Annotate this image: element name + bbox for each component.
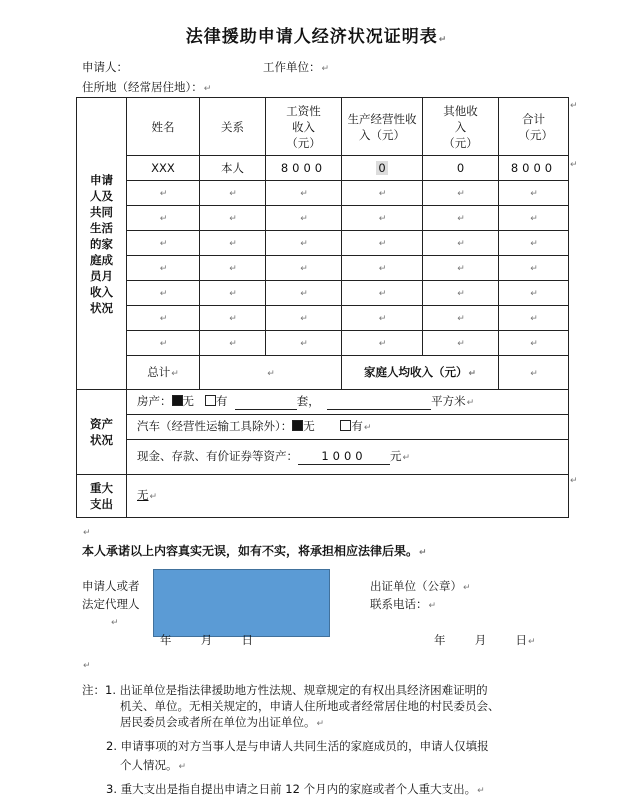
- cell[interactable]: ↵: [200, 281, 266, 306]
- cash-row: 现金、存款、有价证券等资产： 1000 元↵: [127, 440, 569, 475]
- cell[interactable]: ↵: [342, 231, 423, 256]
- cell[interactable]: ↵: [127, 206, 200, 231]
- cell[interactable]: ↵: [499, 231, 569, 256]
- note-2-line-2: 个人情况。: [120, 758, 178, 772]
- cell[interactable]: ↵: [342, 181, 423, 206]
- applicant-sign-label-2: 法定代理人: [82, 597, 140, 611]
- table-row: [77, 331, 569, 356]
- cell[interactable]: ↵: [200, 331, 266, 356]
- blank-line: ↵: [83, 528, 91, 538]
- expense-section-label: 重大支出: [77, 475, 127, 518]
- table-row: [77, 206, 569, 231]
- cell[interactable]: ↵: [342, 256, 423, 281]
- table-row: [77, 281, 569, 306]
- note-1-line-1: 1. 出证单位是指法律援助地方性法规、规章规定的有权出具经济困难证明的: [105, 683, 488, 697]
- cell[interactable]: ↵: [200, 306, 266, 331]
- expense-value[interactable]: 无↵: [127, 475, 569, 518]
- cell[interactable]: ↵: [423, 231, 499, 256]
- car-none-checkbox[interactable]: [292, 420, 303, 431]
- cell[interactable]: ↵: [127, 256, 200, 281]
- total-label: 总计↵: [127, 356, 200, 390]
- cell[interactable]: ↵: [266, 331, 342, 356]
- house-have-checkbox[interactable]: [205, 395, 216, 406]
- col-relation: 关系: [200, 98, 266, 156]
- employer-label: 工作单位：↵: [263, 60, 330, 74]
- address-label: 住所地（经常居住地）：↵: [82, 80, 212, 94]
- car-have-checkbox[interactable]: [340, 420, 351, 431]
- cell[interactable]: ↵: [423, 206, 499, 231]
- house-area-field[interactable]: [327, 393, 431, 410]
- cell[interactable]: ↵: [127, 281, 200, 306]
- row1-business[interactable]: 0: [342, 156, 423, 181]
- row1-wage[interactable]: 8000: [266, 156, 342, 181]
- cell[interactable]: ↵: [266, 206, 342, 231]
- cell[interactable]: ↵: [499, 306, 569, 331]
- applicant-label: 申请人：: [82, 60, 128, 74]
- per-capita-label: 家庭人均收入（元）↵: [342, 356, 499, 390]
- cell[interactable]: ↵: [127, 231, 200, 256]
- cell[interactable]: ↵: [499, 256, 569, 281]
- cell[interactable]: ↵: [200, 181, 266, 206]
- table-row: [77, 256, 569, 281]
- cell[interactable]: ↵: [342, 306, 423, 331]
- house-none-checkbox[interactable]: [172, 395, 183, 406]
- table-row: [77, 231, 569, 256]
- cell[interactable]: ↵: [200, 206, 266, 231]
- col-name: 姓名: [127, 98, 200, 156]
- cell[interactable]: ↵: [266, 306, 342, 331]
- cell[interactable]: ↵: [342, 281, 423, 306]
- house-row: 房产： 无 有 套， 平方米↵: [127, 390, 569, 415]
- row1-name[interactable]: XXX: [127, 156, 200, 181]
- row1-total[interactable]: 8000: [499, 156, 569, 181]
- cell[interactable]: ↵: [266, 256, 342, 281]
- total-row: [77, 356, 569, 390]
- cell[interactable]: ↵: [423, 181, 499, 206]
- col-total: 合计（元）: [499, 98, 569, 156]
- note-3: 3. 重大支出是指自提出申请之日前 12 个月内的家庭或者个人重大支出。: [106, 782, 477, 796]
- per-capita-value[interactable]: ↵: [499, 356, 569, 390]
- blank-mark: ↵: [111, 618, 119, 628]
- house-count-field[interactable]: [235, 393, 297, 410]
- certifier-label: 出证单位（公章）↵: [370, 579, 471, 593]
- total-value[interactable]: ↵: [200, 356, 342, 390]
- cell[interactable]: ↵: [200, 256, 266, 281]
- cell[interactable]: ↵: [499, 281, 569, 306]
- note-1-line-3: 居民委员会或者所在单位为出证单位。: [120, 715, 316, 729]
- cell[interactable]: ↵: [423, 281, 499, 306]
- cell[interactable]: ↵: [423, 331, 499, 356]
- redaction-box: [153, 569, 330, 637]
- certifier-date: 年 月 日↵: [434, 633, 536, 647]
- asset-section-label: 资产状况: [77, 390, 127, 475]
- cell[interactable]: ↵: [266, 231, 342, 256]
- note-1-line-2: 机关、单位。无相关规定的，申请人住所地或者经常居住地的村民委员会、: [120, 699, 500, 713]
- cell[interactable]: ↵: [266, 181, 342, 206]
- cell[interactable]: ↵: [127, 306, 200, 331]
- cell[interactable]: ↵: [499, 206, 569, 231]
- notes: 注：1. 出证单位是指法律援助地方性法规、规章规定的有权出具经济困难证明的 机关、单位。无相关规定的，申请人住所地或者经常居住地的村民委员会、 居民委员会或者所在单位为出证单位。↵ 2. 申请事项的对方当事人是与申请人共同生活的家庭成员的，申请人仅填报 个人情况。↵ 3. 重大支出是指自提出申请之日前 12 个月内的家庭或者个人重大支出。↵: [82, 683, 500, 796]
- cash-value[interactable]: 1000: [298, 448, 390, 465]
- applicant-date: 年 月 日: [160, 633, 253, 647]
- cell[interactable]: ↵: [342, 206, 423, 231]
- table-row: [77, 156, 569, 181]
- cell[interactable]: ↵: [499, 331, 569, 356]
- col-other: 其他收入（元）: [423, 98, 499, 156]
- cell[interactable]: ↵: [423, 256, 499, 281]
- cell[interactable]: ↵: [423, 306, 499, 331]
- economic-status-table: [76, 97, 569, 518]
- cell[interactable]: ↵: [127, 181, 200, 206]
- cell[interactable]: ↵: [499, 181, 569, 206]
- applicant-sign-label-1: 申请人或者: [82, 579, 140, 593]
- cell[interactable]: ↵: [127, 331, 200, 356]
- cell[interactable]: ↵: [266, 281, 342, 306]
- blank-line: ↵: [83, 661, 91, 671]
- cell[interactable]: ↵: [200, 231, 266, 256]
- row1-other[interactable]: 0: [423, 156, 499, 181]
- cell[interactable]: ↵: [342, 331, 423, 356]
- pledge-text: 本人承诺以上内容真实无误，如有不实，将承担相应法律后果。↵: [82, 544, 427, 558]
- table-row: [77, 181, 569, 206]
- car-row: 汽车（经营性运输工具除外）： 无 有↵: [127, 415, 569, 440]
- income-section-label: 申请人及共同生活的家庭成员月收入状况: [77, 98, 127, 390]
- col-wage: 工资性收入（元）: [266, 98, 342, 156]
- note-2-line-1: 2. 申请事项的对方当事人是与申请人共同生活的家庭成员的，申请人仅填报: [106, 739, 489, 753]
- row1-relation[interactable]: 本人: [200, 156, 266, 181]
- col-business: 生产经营性收入（元）: [342, 98, 423, 156]
- page-title: 法律援助申请人经济状况证明表↵: [185, 27, 448, 47]
- phone-label: 联系电话：↵: [370, 597, 437, 611]
- table-row: [77, 306, 569, 331]
